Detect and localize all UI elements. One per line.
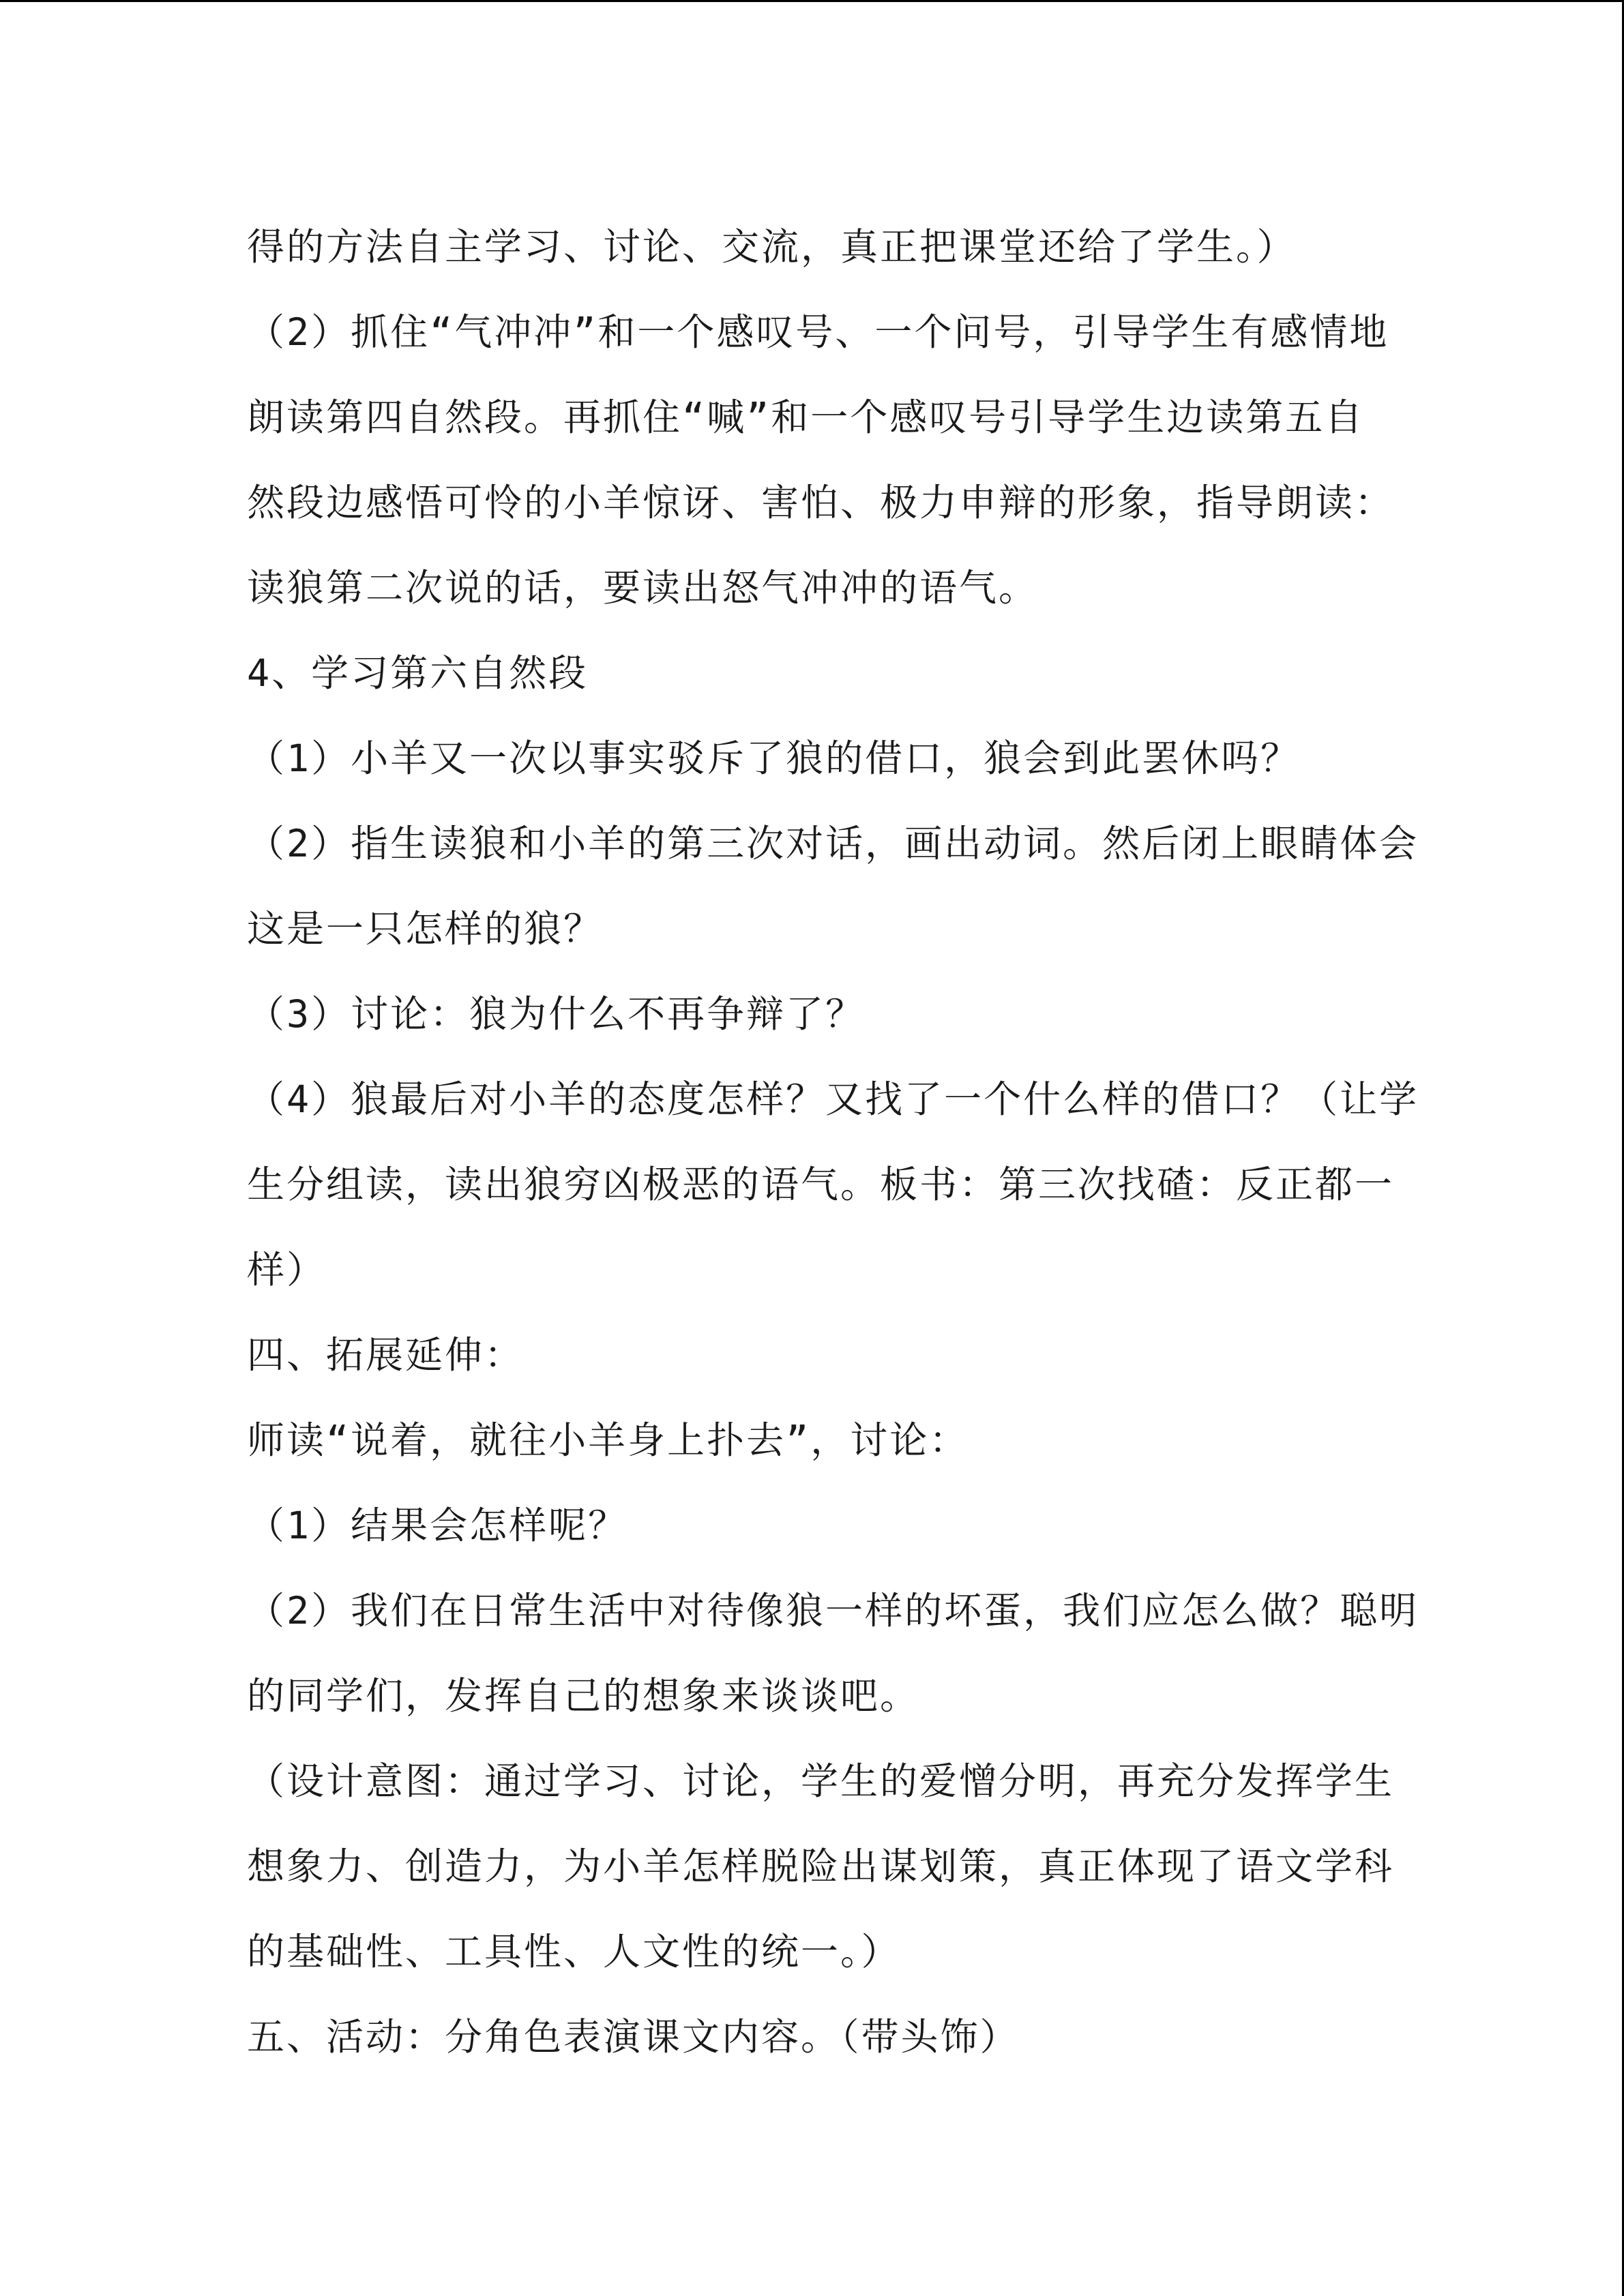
section-heading: 4、学习第六自然段 xyxy=(247,651,589,695)
document-body xyxy=(247,205,1419,2080)
text-line: 读狼第二次说的话，要读出怒气冲冲的语气。 xyxy=(247,566,1039,610)
text-line: 得的方法自主学习、讨论、交流，真正把课堂还给了学生。） xyxy=(247,225,1297,269)
text-line: 生分组读，读出狼穷凶极恶的语气。板书：第三次找碴：反正都一 xyxy=(247,1163,1395,1206)
text-line: 师读“说着，就往小羊身上扑去”，讨论： xyxy=(247,1418,969,1462)
text-line: 然段边感悟可怜的小羊惊讶、害怕、极力申辩的形象，指导朗读： xyxy=(247,481,1395,524)
section-heading: 四、拓展延伸： xyxy=(247,1333,525,1377)
text-line: （2）抓住“气冲冲”和一个感叹号、一个问号，引导学生有感情地 xyxy=(247,310,1389,354)
text-line: 这是一只怎样的狼？ xyxy=(247,907,604,951)
text-line: （1）结果会怎样呢？ xyxy=(247,1504,628,1547)
section-heading: 五、活动：分角色表演课文内容。（带头饰） xyxy=(247,2015,1020,2059)
text-line: 朗读第四自然段。再抓住“喊”和一个感叹号引导学生边读第五自 xyxy=(247,396,1365,439)
top-border-line xyxy=(0,0,1624,2)
text-line: 的基础性、工具性、人文性的统一。） xyxy=(247,1930,901,1973)
text-line: （1）小羊又一次以事实驳斥了狼的借口，狼会到此罢休吗？ xyxy=(247,736,1301,780)
text-line: 样） xyxy=(247,1248,327,1292)
text-line: 的同学们，发挥自己的想象来谈谈吧。 xyxy=(247,1674,920,1718)
text-line: （4）狼最后对小羊的态度怎样？又找了一个什么样的借口？（让学 xyxy=(247,1077,1419,1121)
text-line: （3）讨论：狼为什么不再争辩了？ xyxy=(247,992,866,1036)
text-line: （设计意图：通过学习、讨论，学生的爱憎分明，再充分发挥学生 xyxy=(247,1759,1395,1803)
text-line: （2）指生读狼和小羊的第三次对话，画出动词。然后闭上眼睛体会 xyxy=(247,822,1419,865)
text-line: （2）我们在日常生活中对待像狼一样的坏蛋，我们应怎么做？聪明 xyxy=(247,1589,1419,1632)
text-line: 想象力、创造力，为小羊怎样脱险出谋划策，真正体现了语文学科 xyxy=(247,1845,1395,1888)
